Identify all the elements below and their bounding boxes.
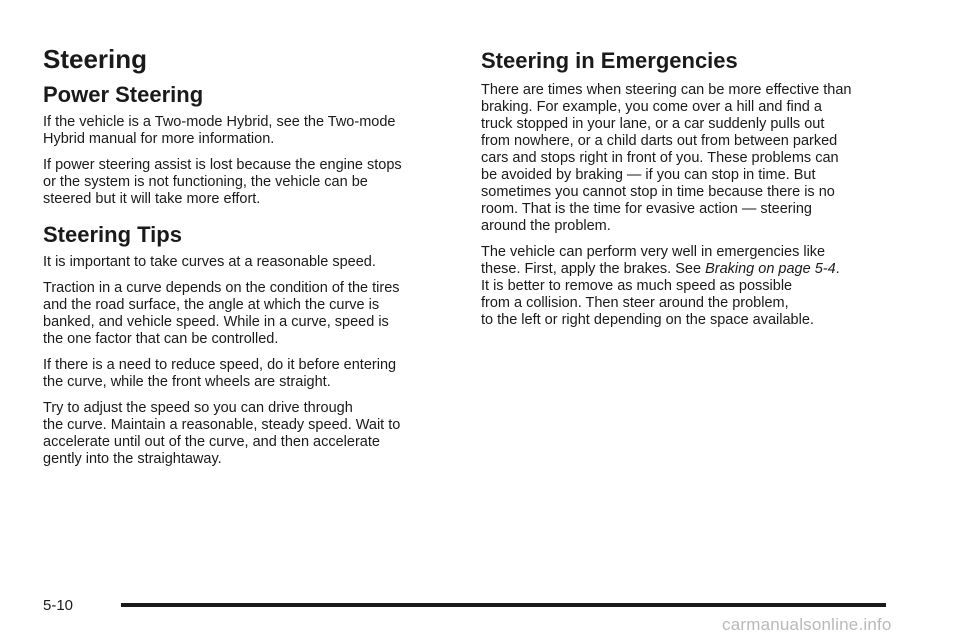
steering-tips-paragraph-4: Try to adjust the speed so you can drive through the curve. Maintain a reasonable, steady speed. Wait to accelerate until out of the curve, and then accelerate gently into the straightaway. [43,400,401,467]
steering-tips-paragraph-3: If there is a need to reduce speed, do it before entering the curve, while the front wheels are straight. [43,357,397,390]
power-steering-paragraph-2: If power steering assist is lost because the engine stops or the system is not functioning, the vehicle can be steered but it will take more effort. [43,157,402,207]
page-number: 5-10 [43,597,74,614]
emergencies-paragraph-2-start: The vehicle can perform very well in emergencies like these. First, apply the brakes. See [481,244,826,277]
power-steering-heading: Power Steering [43,82,204,107]
power-steering-paragraph-1: If the vehicle is a Two-mode Hybrid, see the Two-mode Hybrid manual for more information. [43,114,396,147]
power-steering-section [43,82,455,208]
steering-tips-section [43,222,455,468]
emergencies-paragraph-2 [481,244,893,329]
page-title: Steering [43,44,148,74]
footer-rule [121,603,886,607]
emergencies-paragraph-1: There are times when steering can be more effective than braking. For example, you come over a hill and find a truck stopped in your lane, or a car suddenly pulls out from nowhere, or a child darts out from between parked cars and stops right in front of you. These problems can be avoided by braking — if you can stop in time. But sometimes you cannot stop in time because there is no room. That is the time for evasive action — steering around the problem. [481,82,852,234]
braking-page-reference-link[interactable]: Braking on page 5-4 [705,261,836,277]
right-column [481,44,893,338]
steering-tips-paragraph-1: It is important to take curves at a reasonable speed. [43,254,376,270]
watermark: carmanualsonline.info [722,615,892,634]
emergencies-heading: Steering in Emergencies [481,48,738,73]
left-column [43,44,455,477]
emergencies-paragraph-2-end: . It is better to remove as much speed as possible from a collision. Then steer around the problem, to the left or right depending on the space available. [481,261,840,328]
steering-tips-heading: Steering Tips [43,222,182,247]
steering-tips-paragraph-2: Traction in a curve depends on the condition of the tires and the road surface, the angle at which the curve is banked, and vehicle speed. While in a curve, speed is the one factor that can be controlled. [43,280,400,347]
